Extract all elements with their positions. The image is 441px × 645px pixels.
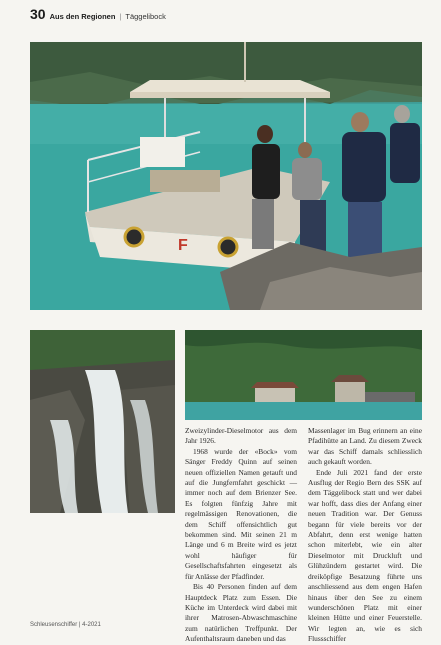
svg-text:F: F <box>178 237 188 254</box>
waterfall-photo <box>30 330 175 513</box>
paragraph: Bis 40 Personen finden auf dem Hauptdeck Platz zum Essen. Die Küche im Unterdeck wird dabei mit ihrer Matrosen-Abwaschmaschine zum natürlichen Treffpunkt. Der Aufenthaltsraum daneben und das <box>185 582 297 644</box>
paragraph: 1968 wurde der «Bock» vom Sänger Freddy Quinn auf seinen neuen offiziellen Namen getauft und auf die Jungfernfahrt geschickt — immer noch auf dem Brienzer See. Es folgten fünfzig Jahre mit regelmässigen Renovationen, die dem Schiff offensichtlich gut bekommen sind. Mit seinen 21 m Länge und 6 m Breite wird es jetzt wohl häufiger für Gesellschaftsfahrten eingesetzt als für Anlässe der Pfadfinder. <box>185 446 297 581</box>
lake-shore-photo <box>185 330 422 420</box>
paragraph: Massenlager im Bug erinnern an eine Pfadihütte an Land. Zu diesem Zweck war das Schiff damals schliesslich auch gekauft worden. <box>308 426 422 467</box>
page-header <box>30 6 166 24</box>
paragraph: Ende Juli 2021 fand der erste Ausflug der Regio Bern des SSK auf dem Täggelibock statt und wer dabei war hofft, dass dies der Anfang einer neuen Tradition war. Der Genuss begann für viele bereits vor der Abfahrt, denn erst wenige hatten schon miterlebt, wie ein alter Dieselmotor mit Druckluft und Glühzündern gestartet wird. Die dreiköpfige Besatzung führte uns anschliessend aus dem engen Hafen hinaus über den See zu einem wunderschönen Platz mit einer kleinen Hütte und einer Feuerstelle. Wir legten an, wie es sich Flussschiffer <box>308 467 422 644</box>
boat-boarding-photo <box>30 42 422 310</box>
header-separator: | <box>119 12 122 21</box>
section-title: Aus den Regionen <box>49 12 116 21</box>
page-number: 30 <box>30 6 46 22</box>
page-footer: Schleusenschiffer | 4-2021 <box>30 622 101 628</box>
article-column-2 <box>308 426 422 645</box>
topic-title: Täggelibock <box>125 12 166 21</box>
paragraph: Zweizylinder-Dieselmotor aus dem Jahr 1926. <box>185 426 297 446</box>
article-column-1 <box>185 426 297 645</box>
